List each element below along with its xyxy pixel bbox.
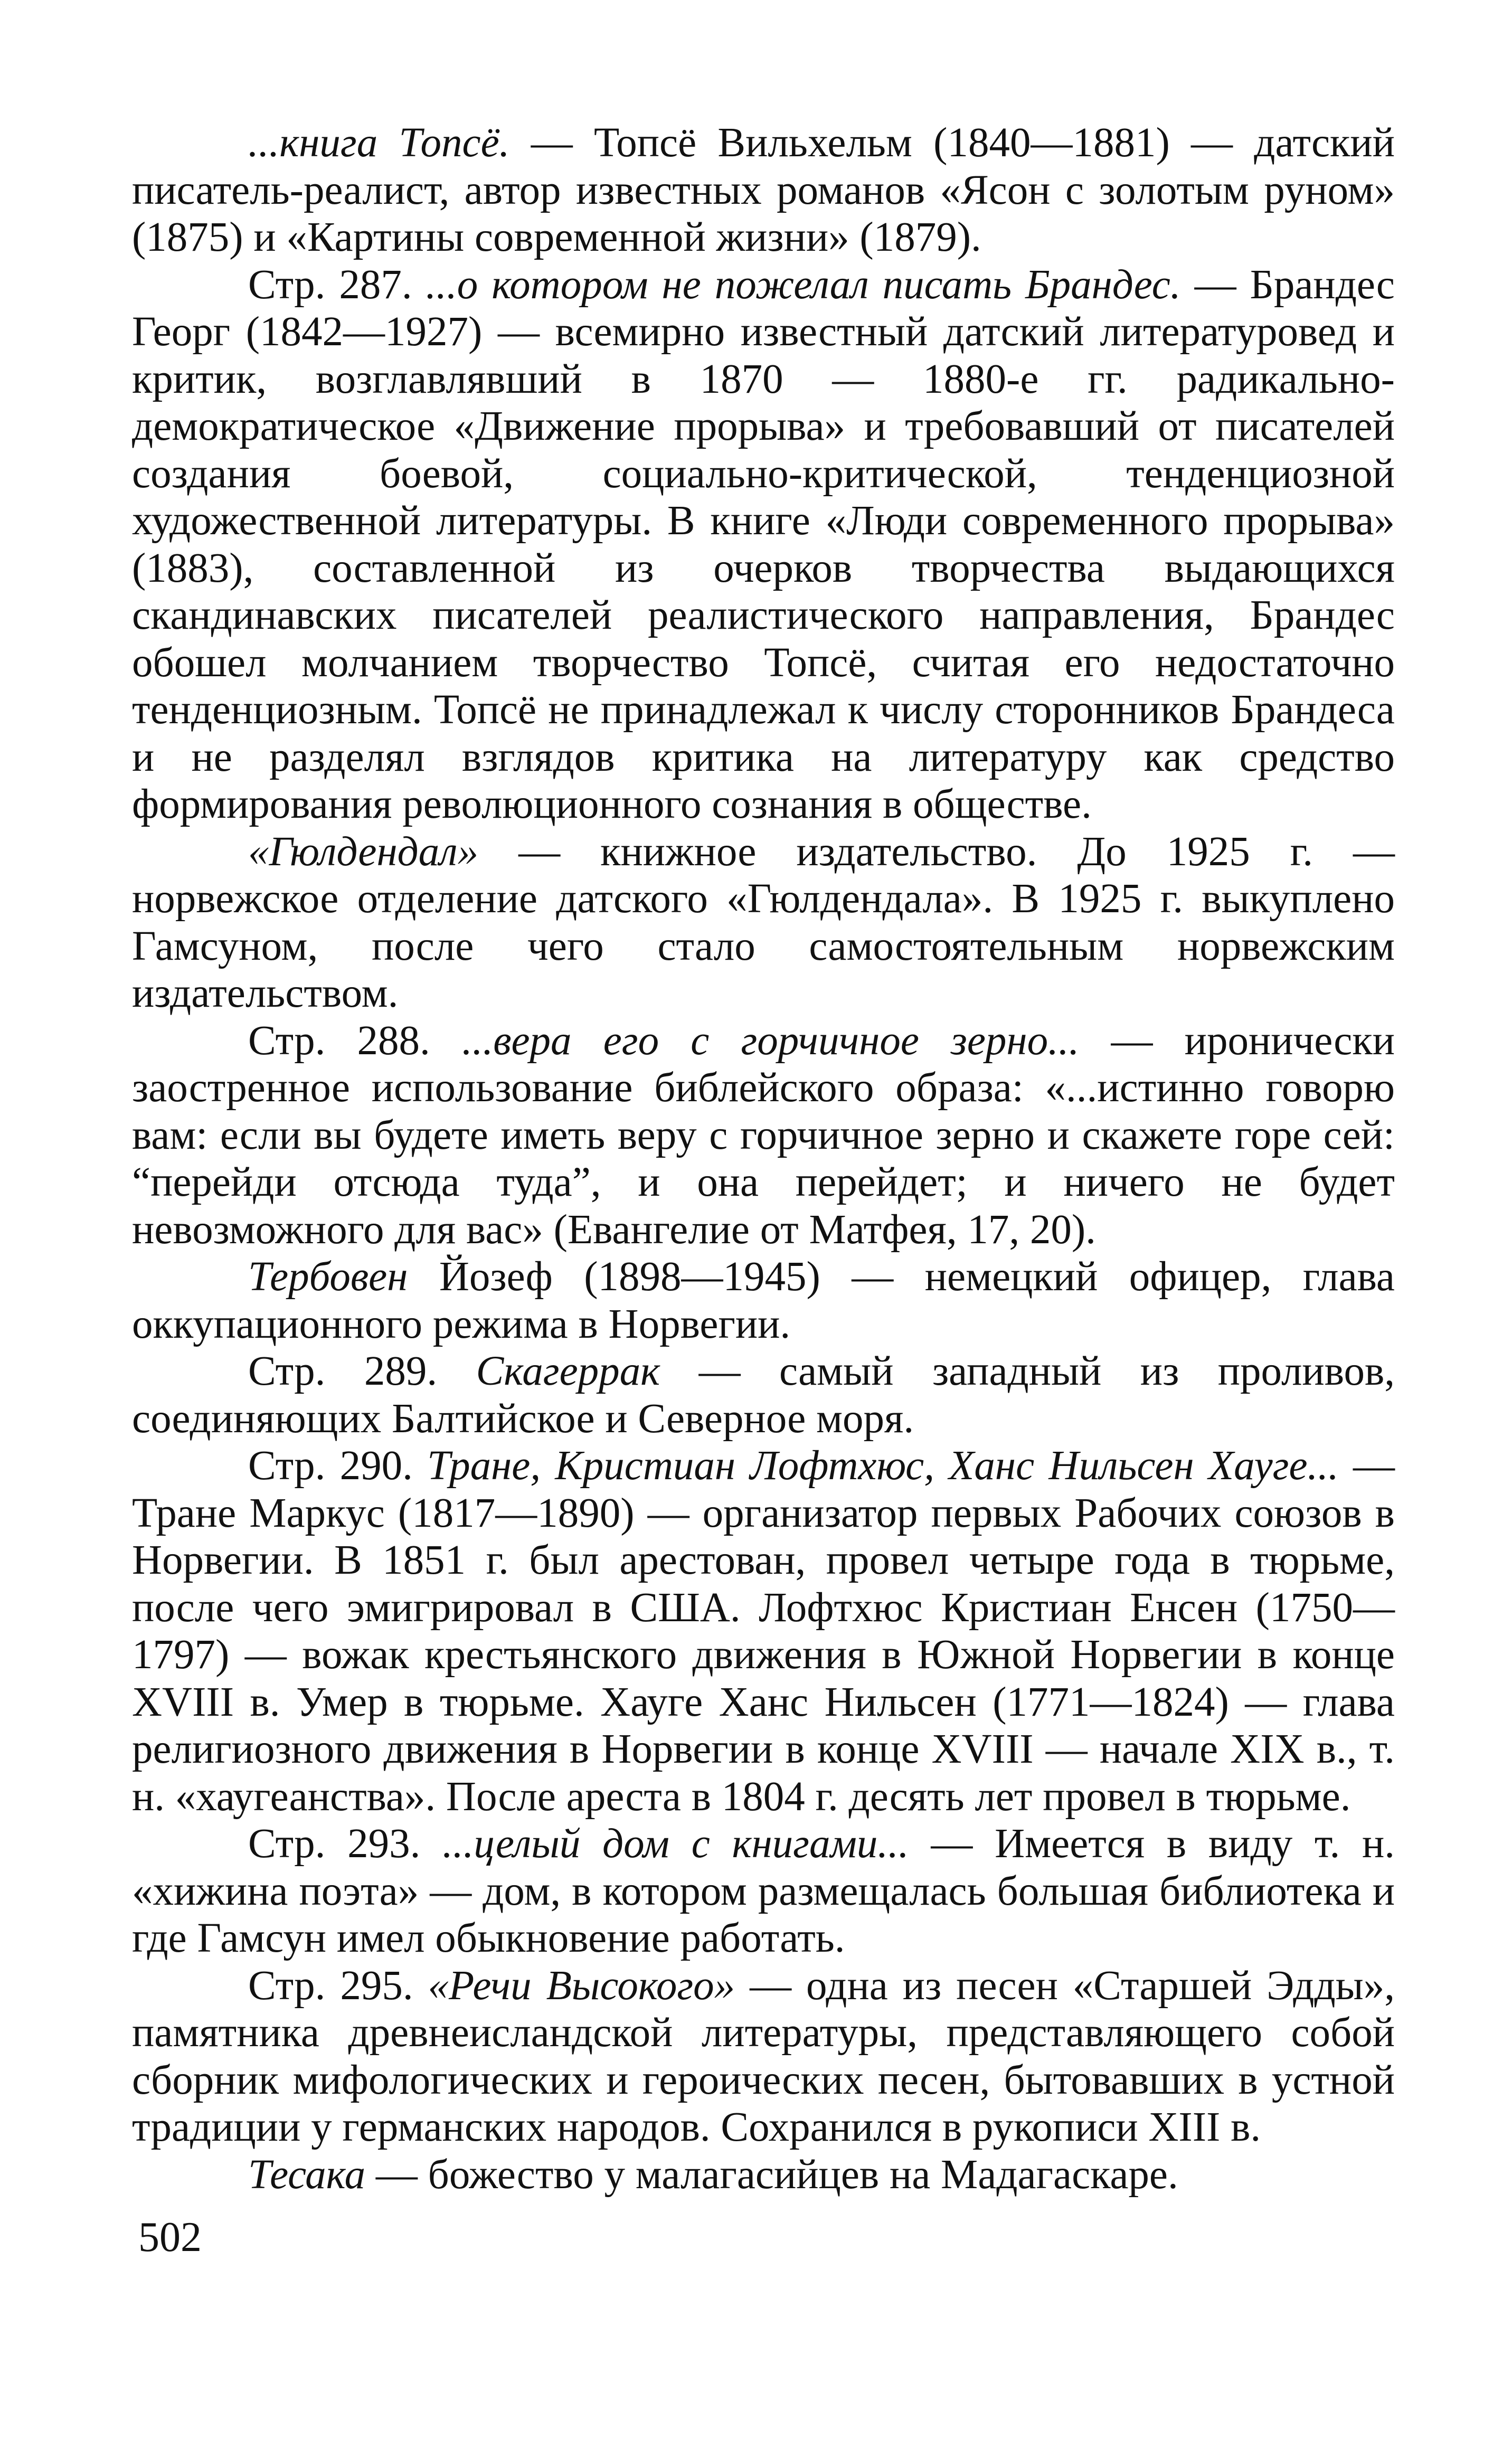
note-term: ...целый дом с книгами... <box>442 1821 909 1867</box>
note-paragraph <box>132 1348 1395 1442</box>
note-text: — Брандес Георг (1842—1927) — всемирно известный датский литературовед и критик, возглавлявший в 1870 — 1880-е гг. радикально-демократическое «Движение прорыва» и требовавший от писателей создания боевой, социально-критической, тенденциозной художественной литературы. В книге «Люди современного прорыва» (1883), составленной из очерков творчества выдающихся скандинавских писателей реалистического направления, Брандес обошел молчанием творчество Топсё, считая его недостаточно тенденциозным. Топсё не принадлежал к числу сторонников Брандеса и не разделял взглядов критика на литературу как средство формирования революционного сознания в обществе. <box>132 261 1395 827</box>
note-paragraph <box>132 119 1395 261</box>
note-paragraph <box>132 261 1395 828</box>
note-text: Йозеф (1898—1945) — немецкий офицер, глава оккупационного режима в Норвегии. <box>132 1254 1395 1347</box>
note-paragraph <box>132 1253 1395 1348</box>
note-paragraph <box>132 828 1395 1017</box>
note-paragraph <box>132 1962 1395 2151</box>
note-term: ...книга Топсё. <box>248 120 510 166</box>
note-paragraph <box>132 2151 1395 2199</box>
note-lead: Стр. 288. <box>248 1017 462 1064</box>
note-term: ...о котором не пожелал писать Брандес. <box>426 261 1181 308</box>
note-text: — Тране Маркус (1817—1890) — организатор первых Рабочих союзов в Норвегии. В 1851 г. был арестован, провел четыре года в тюрьме, после чего эмигрировал в США. Лофтхюс Кристиан Енсен (1750—1797) — вожак крестьянского движения в Южной Норвегии в конце XVIII в. Умер в тюрьме. Хауге Ханс Нильсен (1771—1824) — глава религиозного движения в Норвегии в конце XVIII — начале XIX в., т. н. «хаугеанства». После ареста в 1804 г. десять лет провел в тюрьме. <box>132 1443 1395 1820</box>
note-paragraph <box>132 1442 1395 1820</box>
note-text: — божество у малагасийцев на Мадагаскаре. <box>365 2151 1178 2198</box>
note-term: Тране, Кристиан Лофтхюс, Ханс Нильсен Хауге... <box>427 1443 1339 1489</box>
note-term: ...вера его с горчичное зерно... <box>461 1017 1080 1064</box>
note-term: Тесака <box>248 2151 366 2198</box>
note-lead: Стр. 289. <box>248 1348 476 1394</box>
note-lead: Стр. 290. <box>248 1443 428 1489</box>
note-paragraph <box>132 1820 1395 1962</box>
note-term: «Гюлдендал» <box>248 828 479 875</box>
note-text: — Имеется в виду т. н. «хижина поэта» — дом, в котором размещалась большая библиотека и где Гамсун имел обыкновение работать. <box>132 1821 1395 1961</box>
note-text: — одна из песен «Старшей Эдды», памятника древнеисландской литературы, представляющего собой сборник мифологических и героических песен, бытовавших в устной традиции у германских народов. Сохранился в рукописи XIII в. <box>132 1962 1395 2150</box>
page-number: 502 <box>138 2214 202 2261</box>
note-term: «Речи Высокого» <box>428 1962 735 2009</box>
note-text: — иронически заостренное использование библейского образа: «...истинно говорю вам: если вы будете иметь веру с горчичное зерно и скажете горе сей: “перейди отсюда туда”, и она перейдет; и ничего не будет невозможного для вас» (Евангелие от Матфея, 17, 20). <box>132 1017 1395 1253</box>
note-text: — книжное издательство. До 1925 г. — норвежское отделение датского «Гюлдендала». В 1925 г. выкуплено Гамсуном, после чего стало самостоятельным норвежским издательством. <box>132 828 1395 1016</box>
note-lead: Стр. 293. <box>248 1821 443 1867</box>
note-lead: Стр. 295. <box>248 1962 428 2009</box>
note-lead: Стр. 287. <box>248 261 426 308</box>
note-term: Тербовен <box>248 1254 408 1300</box>
note-paragraph <box>132 1017 1395 1254</box>
note-text: — Топсё Вильхельм (1840—1881) — датский писатель-реалист, автор известных романов «Ясон с золотым руном» (1875) и «Картины современной жизни» (1879). <box>132 120 1395 260</box>
note-text: — самый западный из проливов, соединяющих Балтийское и Северное моря. <box>132 1348 1395 1442</box>
note-term: Скагеррак <box>476 1348 660 1394</box>
page-body <box>132 119 1395 2198</box>
